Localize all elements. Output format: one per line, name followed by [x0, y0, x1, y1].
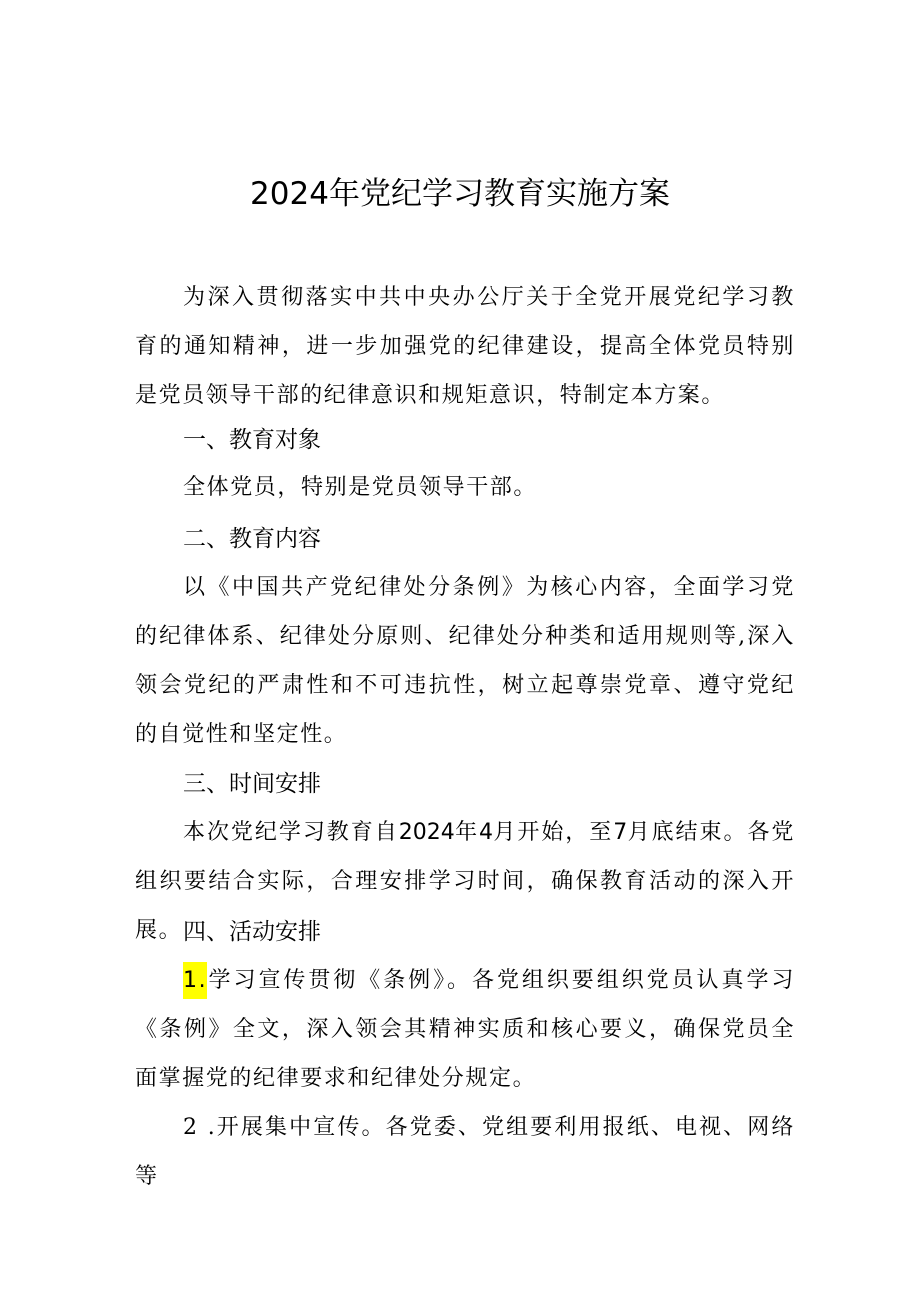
section-body-2: 以《中国共产党纪律处分条例》为核心内容，全面学习党的纪律体系、纪律处分原则、纪律处分种类和适用规则等,深入领会党纪的严肃性和不可违抗性，树立起尊崇党章、遵守党纪的自觉性和坚定性。	[135, 575, 795, 747]
time-start-month: 4	[479, 820, 494, 845]
time-text-1: 本次党纪学习教育自	[183, 820, 399, 845]
time-end-month: 7	[613, 820, 628, 845]
intro-paragraph: 为深入贯彻落实中共中央办公厅关于全党开展党纪学习教育的通知精神，进一步加强党的纪律建设，提高全体党员特别是党员领导干部的纪律意识和规矩意识，特制定本方案。	[135, 285, 795, 408]
section-heading-3: 三、时间安排	[183, 771, 321, 797]
time-text-2: 年	[454, 820, 480, 845]
section-heading-4: 四、活动安排	[183, 919, 321, 945]
activity-item-1-text: 学习宣传贯彻《条例》。各党组织要组织党员认真学习《条例》全文，深入领会其精神实质和核心要义，确保党员全面掌握党的纪律要求和纪律处分规定。	[135, 968, 795, 1091]
section-heading-2: 二、教育内容	[183, 526, 321, 552]
time-year: 2024	[398, 820, 455, 845]
section-heading-1: 一、教育对象	[183, 427, 321, 453]
activity-item-2: 2 .开展集中宣传。各党委、党组要利用报纸、电视、网络等	[135, 1115, 795, 1189]
time-text-4: 月底结束。各党组织要结合实际，合理安排学习时间，确保教育活动的深入开展。	[135, 820, 796, 943]
document-title: 2024年党纪学习教育实施方案	[250, 176, 670, 212]
time-text-3: 月开始，至	[493, 820, 614, 845]
activity-item-1	[135, 956, 795, 1103]
section-body-1: 全体党员，特别是党员领导干部。	[183, 475, 538, 500]
highlighted-item-marker: 1.	[183, 962, 207, 999]
